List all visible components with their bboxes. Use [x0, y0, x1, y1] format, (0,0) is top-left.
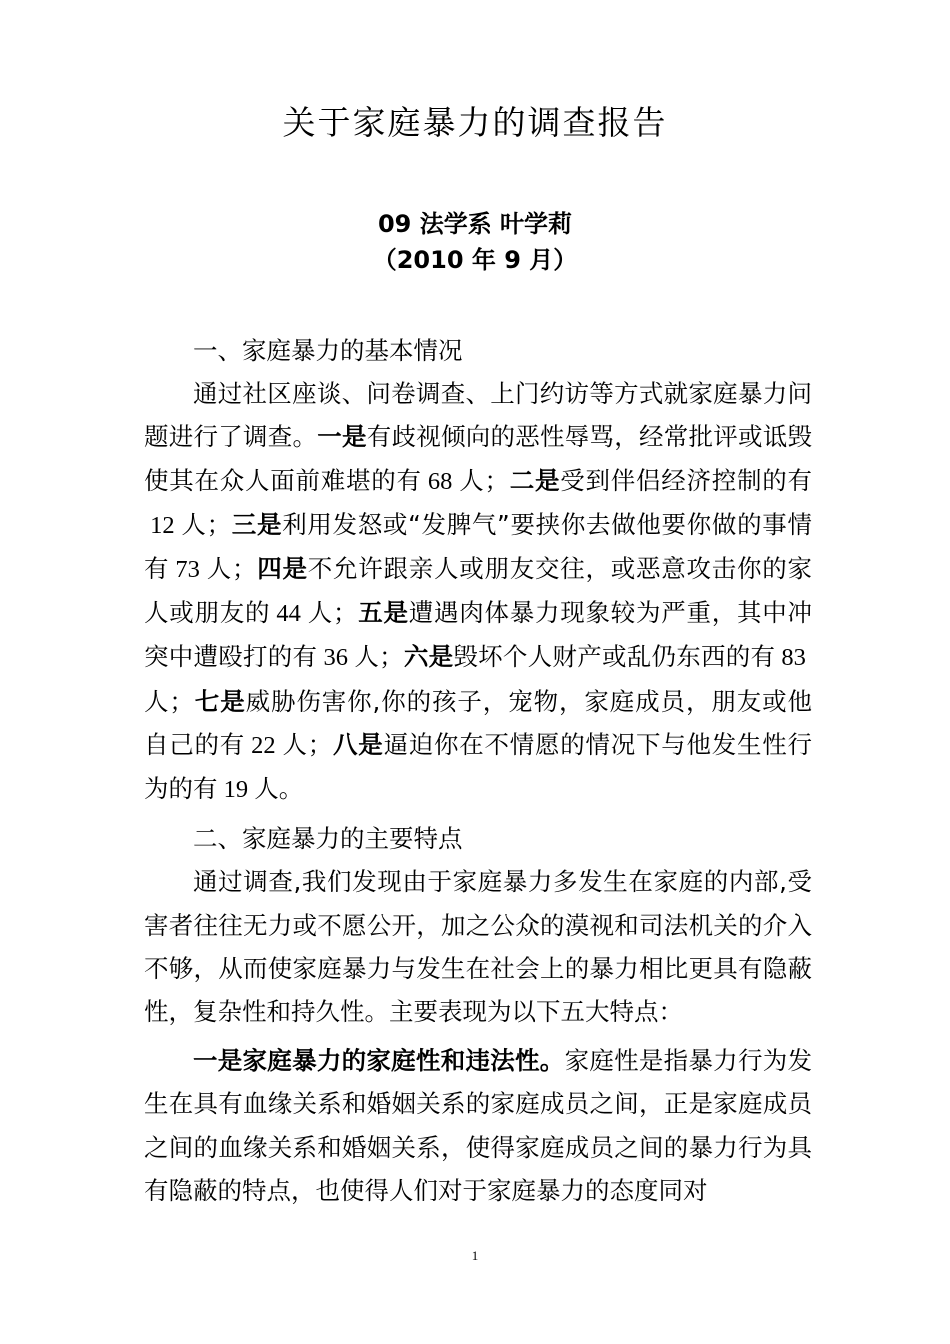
finding-unit: 人；	[206, 554, 257, 584]
finding-count: 44	[276, 600, 301, 628]
finding-label: 二是	[509, 465, 561, 495]
finding-label: 四是	[256, 554, 308, 584]
finding-unit: 人；	[354, 642, 404, 672]
finding-text: 逼迫你在不情愿的情况下与他发生性行为的有	[144, 729, 812, 804]
finding-text: 不允许跟亲人或朋友交往，或恶意攻击你的家人或朋友的	[144, 554, 812, 628]
finding-count: 12	[150, 511, 175, 539]
finding-text: 毁坏个人财产或乱仍东西的有	[453, 642, 776, 672]
finding-count: 73	[175, 556, 200, 584]
finding-label: 七是	[193, 686, 246, 716]
finding-unit: 人；	[144, 686, 194, 716]
finding-unit: 人；	[281, 729, 333, 759]
section-heading-2: 二、家庭暴力的主要特点	[193, 824, 463, 854]
finding-count: 68	[427, 467, 453, 495]
finding-text: 利用发怒或“发脾气”要挟你去做他要你做的事情有	[144, 509, 812, 584]
page-number: 1	[471, 1248, 479, 1263]
section-2-intro: 通过调查,我们发现由于家庭暴力多发生在家庭的内部,受害者往往无力或不愿公开，加之公众的漠视和司法机关的介入不够，从而使家庭暴力与发生在社会上的暴力相比更具有隐蔽性，复杂性和持久性。主要表现为以下五大特点：	[144, 867, 812, 1027]
finding-text: 遭遇肉体暴力现象较为严重，其中冲突中遭殴打的有	[144, 598, 812, 672]
finding-label: 一是	[317, 422, 367, 452]
finding-count: 36	[323, 644, 348, 672]
report-title: 关于家庭暴力的调查报告	[282, 103, 668, 142]
section-1-intro: 通过社区座谈、问卷调查、上门约访等方式就家庭暴力问题进行了调查。	[144, 379, 812, 452]
finding-unit: 人；	[458, 465, 509, 495]
feature-label: 一是家庭暴力的家庭性和违法性。	[193, 1046, 565, 1076]
finding-text: 威胁伤害你,你的孩子，宠物，家庭成员，朋友或他自己的有	[144, 686, 813, 759]
section-1-paragraph	[144, 372, 812, 811]
finding-unit: 人；	[180, 509, 232, 539]
finding-label: 八是	[332, 729, 384, 759]
finding-count: 22	[251, 731, 276, 759]
finding-unit: 人；	[307, 598, 358, 628]
author-line: 09 法学系 叶学莉	[377, 210, 573, 238]
finding-label: 五是	[357, 598, 409, 628]
finding-count: 19	[223, 776, 249, 804]
finding-count: 83	[781, 644, 806, 672]
report-body	[144, 329, 812, 1212]
section-heading-1: 一、家庭暴力的基本情况	[193, 336, 463, 365]
finding-unit: 人。	[254, 774, 304, 804]
feature-text: 家庭性是指暴力行为发生在具有血缘关系和婚姻关系的家庭成员之间，正是家庭成员之间的血缘关系和婚姻关系，使得家庭成员之间的暴力行为具有隐蔽的特点，也使得人们对于家庭暴力的态度同对	[144, 1046, 812, 1205]
feature-paragraph-1	[144, 1039, 812, 1212]
date-line: （2010 年 9 月）	[372, 246, 578, 274]
finding-label: 三是	[231, 509, 283, 539]
finding-text: 受到伴侣经济控制的有	[560, 465, 812, 495]
finding-text: 有歧视倾向的恶性辱骂，经常批评或诋毁使其在众人面前难堪的有	[144, 422, 812, 495]
finding-label: 六是	[403, 642, 454, 672]
